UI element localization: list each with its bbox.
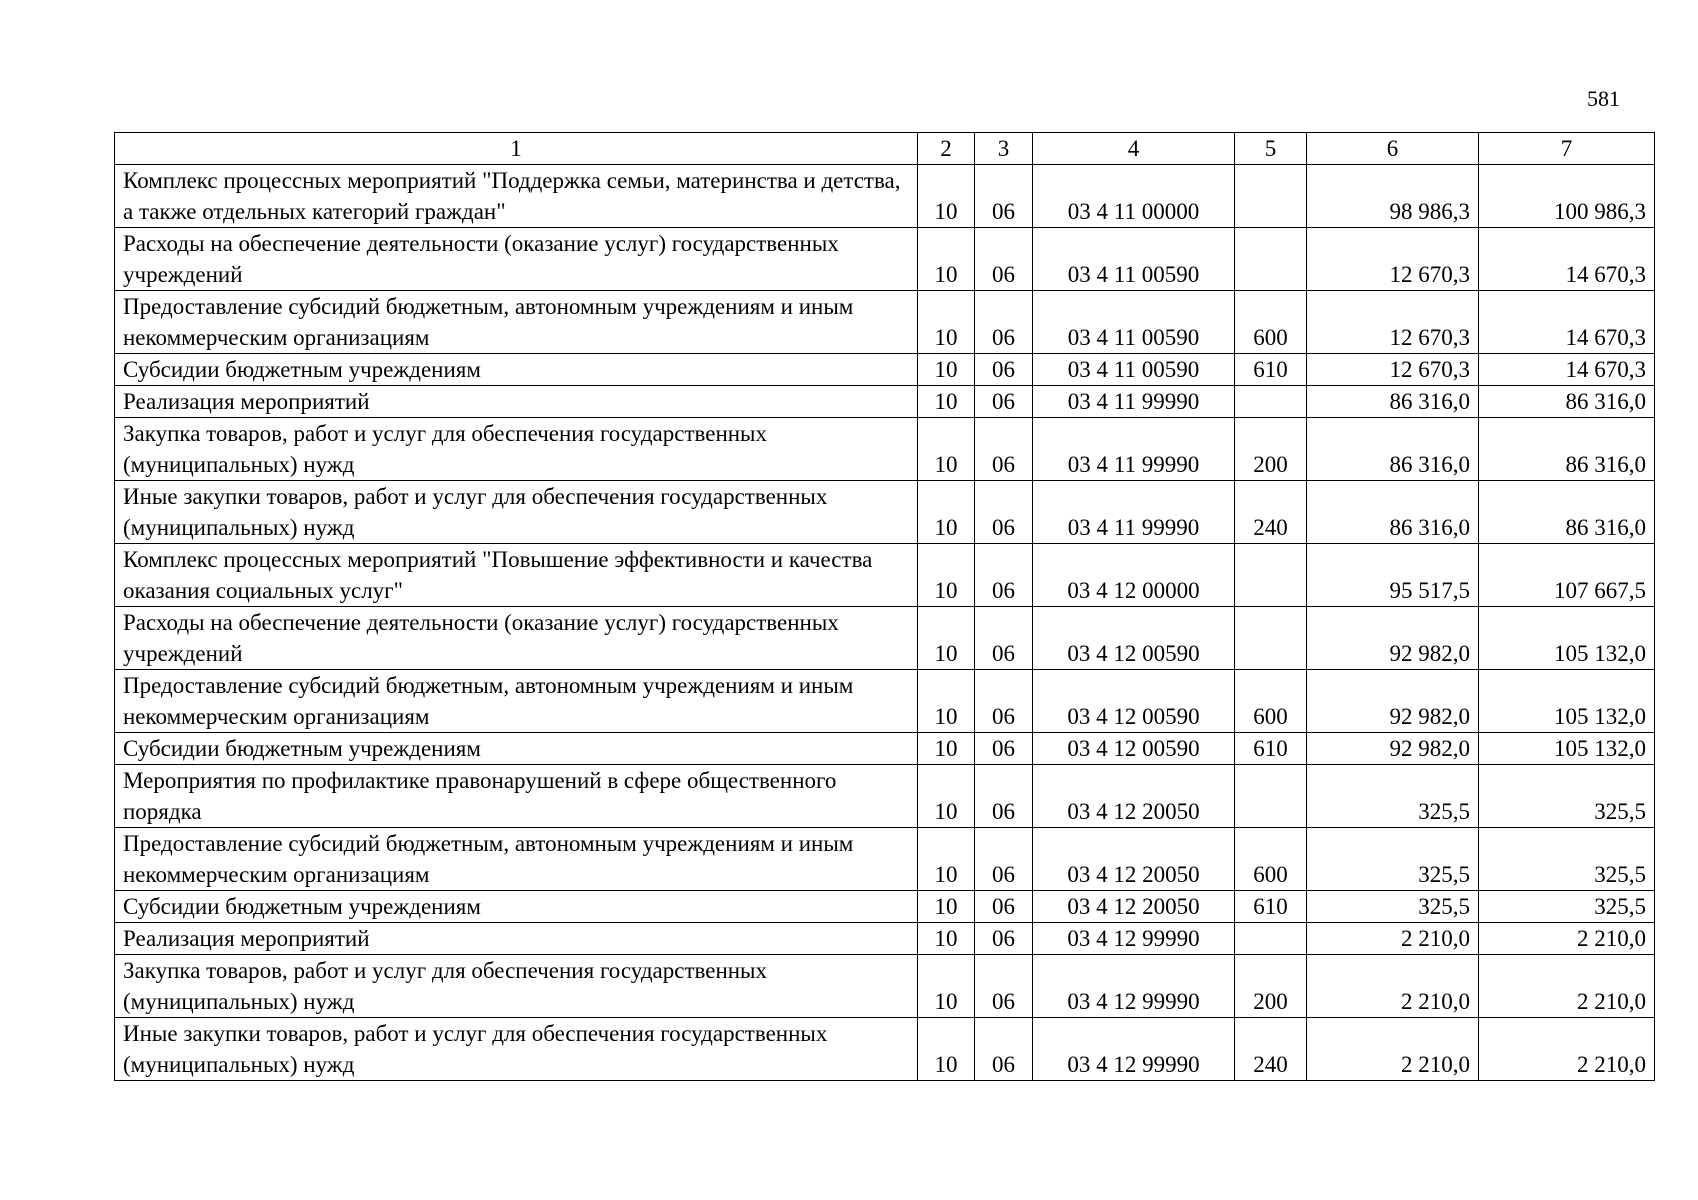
row-name-cell: Комплекс процессных мероприятий "Повышение эффективности и качества оказания социальных услуг"	[115, 544, 918, 607]
row-name-cell: Реализация мероприятий	[115, 386, 918, 418]
table-row	[115, 418, 1655, 481]
row-name-cell: Закупка товаров, работ и услуг для обеспечения государственных (муниципальных) нужд	[115, 418, 918, 481]
row-target-cell: 03 4 12 20050	[1033, 828, 1235, 891]
row-name-cell: Предоставление субсидий бюджетным, автономным учреждениям и иным некоммерческим организациям	[115, 670, 918, 733]
row-type-cell: 240	[1235, 481, 1307, 544]
row-subsection-cell: 06	[975, 1018, 1033, 1081]
row-type-cell: 200	[1235, 418, 1307, 481]
row-name-cell: Расходы на обеспечение деятельности (оказание услуг) государственных учреждений	[115, 607, 918, 670]
row-section-cell: 10	[918, 670, 975, 733]
row-name-cell: Мероприятия по профилактике правонарушений в сфере общественного порядка	[115, 765, 918, 828]
row-section-cell: 10	[918, 828, 975, 891]
header-col-5: 5	[1235, 133, 1307, 165]
table-row	[115, 291, 1655, 354]
row-amount-2-cell: 86 316,0	[1479, 481, 1655, 544]
row-amount-2-cell: 325,5	[1479, 765, 1655, 828]
row-section-cell: 10	[918, 386, 975, 418]
row-amount-1-cell: 86 316,0	[1307, 386, 1479, 418]
budget-table	[114, 132, 1655, 1081]
row-subsection-cell: 06	[975, 386, 1033, 418]
table-row	[115, 828, 1655, 891]
row-amount-2-cell: 107 667,5	[1479, 544, 1655, 607]
row-section-cell: 10	[918, 733, 975, 765]
row-section-cell: 10	[918, 955, 975, 1018]
row-target-cell: 03 4 12 99990	[1033, 1018, 1235, 1081]
row-amount-1-cell: 12 670,3	[1307, 228, 1479, 291]
row-type-cell: 600	[1235, 828, 1307, 891]
row-amount-1-cell: 2 210,0	[1307, 1018, 1479, 1081]
table-row	[115, 386, 1655, 418]
table-row	[115, 607, 1655, 670]
row-subsection-cell: 06	[975, 418, 1033, 481]
row-amount-2-cell: 105 132,0	[1479, 670, 1655, 733]
row-target-cell: 03 4 12 00590	[1033, 670, 1235, 733]
row-amount-2-cell: 2 210,0	[1479, 1018, 1655, 1081]
row-amount-2-cell: 86 316,0	[1479, 386, 1655, 418]
row-name-cell: Реализация мероприятий	[115, 923, 918, 955]
table-row	[115, 354, 1655, 386]
row-subsection-cell: 06	[975, 765, 1033, 828]
row-type-cell: 240	[1235, 1018, 1307, 1081]
row-subsection-cell: 06	[975, 354, 1033, 386]
row-section-cell: 10	[918, 291, 975, 354]
table-body	[115, 165, 1655, 1081]
row-amount-2-cell: 2 210,0	[1479, 955, 1655, 1018]
row-name-cell: Предоставление субсидий бюджетным, автономным учреждениям и иным некоммерческим организациям	[115, 828, 918, 891]
row-subsection-cell: 06	[975, 291, 1033, 354]
row-name-cell: Субсидии бюджетным учреждениям	[115, 891, 918, 923]
row-section-cell: 10	[918, 607, 975, 670]
row-name-cell: Субсидии бюджетным учреждениям	[115, 354, 918, 386]
row-target-cell: 03 4 11 00590	[1033, 291, 1235, 354]
row-target-cell: 03 4 11 99990	[1033, 481, 1235, 544]
row-target-cell: 03 4 11 99990	[1033, 418, 1235, 481]
row-type-cell: 610	[1235, 891, 1307, 923]
row-section-cell: 10	[918, 891, 975, 923]
row-name-cell: Субсидии бюджетным учреждениям	[115, 733, 918, 765]
row-type-cell	[1235, 923, 1307, 955]
table-row	[115, 1018, 1655, 1081]
row-amount-1-cell: 92 982,0	[1307, 607, 1479, 670]
row-subsection-cell: 06	[975, 228, 1033, 291]
row-section-cell: 10	[918, 765, 975, 828]
row-amount-1-cell: 12 670,3	[1307, 291, 1479, 354]
row-type-cell	[1235, 228, 1307, 291]
row-amount-2-cell: 100 986,3	[1479, 165, 1655, 228]
row-type-cell: 200	[1235, 955, 1307, 1018]
row-target-cell: 03 4 12 99990	[1033, 955, 1235, 1018]
row-amount-1-cell: 325,5	[1307, 765, 1479, 828]
row-section-cell: 10	[918, 1018, 975, 1081]
row-amount-1-cell: 86 316,0	[1307, 418, 1479, 481]
row-amount-1-cell: 95 517,5	[1307, 544, 1479, 607]
row-type-cell	[1235, 544, 1307, 607]
row-subsection-cell: 06	[975, 733, 1033, 765]
header-col-4: 4	[1033, 133, 1235, 165]
row-target-cell: 03 4 12 20050	[1033, 891, 1235, 923]
row-name-cell: Комплекс процессных мероприятий "Поддержка семьи, материнства и детства, а также отдельных категорий граждан"	[115, 165, 918, 228]
table-row	[115, 165, 1655, 228]
table-row	[115, 228, 1655, 291]
header-col-2: 2	[918, 133, 975, 165]
row-amount-1-cell: 325,5	[1307, 891, 1479, 923]
row-name-cell: Иные закупки товаров, работ и услуг для обеспечения государственных (муниципальных) нужд	[115, 1018, 918, 1081]
row-section-cell: 10	[918, 165, 975, 228]
row-amount-1-cell: 2 210,0	[1307, 923, 1479, 955]
row-amount-2-cell: 14 670,3	[1479, 354, 1655, 386]
row-amount-2-cell: 14 670,3	[1479, 228, 1655, 291]
row-subsection-cell: 06	[975, 607, 1033, 670]
row-name-cell: Иные закупки товаров, работ и услуг для обеспечения государственных (муниципальных) нужд	[115, 481, 918, 544]
row-amount-2-cell: 325,5	[1479, 828, 1655, 891]
row-target-cell: 03 4 12 00590	[1033, 733, 1235, 765]
row-subsection-cell: 06	[975, 544, 1033, 607]
table-row	[115, 891, 1655, 923]
row-section-cell: 10	[918, 481, 975, 544]
row-target-cell: 03 4 11 00000	[1033, 165, 1235, 228]
row-section-cell: 10	[918, 228, 975, 291]
header-col-1: 1	[115, 133, 918, 165]
page-number: 581	[1587, 86, 1620, 111]
row-target-cell: 03 4 12 99990	[1033, 923, 1235, 955]
row-target-cell: 03 4 11 00590	[1033, 354, 1235, 386]
row-amount-1-cell: 92 982,0	[1307, 733, 1479, 765]
row-section-cell: 10	[918, 544, 975, 607]
row-target-cell: 03 4 11 00590	[1033, 228, 1235, 291]
row-subsection-cell: 06	[975, 828, 1033, 891]
row-amount-1-cell: 325,5	[1307, 828, 1479, 891]
row-amount-2-cell: 2 210,0	[1479, 923, 1655, 955]
header-col-7: 7	[1479, 133, 1655, 165]
row-name-cell: Предоставление субсидий бюджетным, автономным учреждениям и иным некоммерческим организациям	[115, 291, 918, 354]
header-row	[115, 133, 1655, 165]
row-type-cell: 610	[1235, 354, 1307, 386]
row-type-cell	[1235, 386, 1307, 418]
row-subsection-cell: 06	[975, 481, 1033, 544]
row-amount-1-cell: 98 986,3	[1307, 165, 1479, 228]
table-row	[115, 481, 1655, 544]
row-target-cell: 03 4 12 20050	[1033, 765, 1235, 828]
row-amount-1-cell: 86 316,0	[1307, 481, 1479, 544]
row-name-cell: Расходы на обеспечение деятельности (оказание услуг) государственных учреждений	[115, 228, 918, 291]
row-type-cell	[1235, 165, 1307, 228]
row-amount-2-cell: 14 670,3	[1479, 291, 1655, 354]
row-subsection-cell: 06	[975, 923, 1033, 955]
table-header	[115, 133, 1655, 165]
row-subsection-cell: 06	[975, 670, 1033, 733]
row-section-cell: 10	[918, 418, 975, 481]
table-row	[115, 955, 1655, 1018]
row-type-cell	[1235, 607, 1307, 670]
table-row	[115, 923, 1655, 955]
row-type-cell: 610	[1235, 733, 1307, 765]
table-row	[115, 765, 1655, 828]
header-col-3: 3	[975, 133, 1033, 165]
row-amount-1-cell: 2 210,0	[1307, 955, 1479, 1018]
row-type-cell	[1235, 765, 1307, 828]
row-target-cell: 03 4 12 00000	[1033, 544, 1235, 607]
row-amount-2-cell: 105 132,0	[1479, 607, 1655, 670]
table-row	[115, 670, 1655, 733]
table-row	[115, 733, 1655, 765]
row-name-cell: Закупка товаров, работ и услуг для обеспечения государственных (муниципальных) нужд	[115, 955, 918, 1018]
row-amount-1-cell: 12 670,3	[1307, 354, 1479, 386]
row-section-cell: 10	[918, 923, 975, 955]
row-amount-2-cell: 325,5	[1479, 891, 1655, 923]
row-subsection-cell: 06	[975, 955, 1033, 1018]
row-target-cell: 03 4 11 99990	[1033, 386, 1235, 418]
row-amount-2-cell: 86 316,0	[1479, 418, 1655, 481]
header-col-6: 6	[1307, 133, 1479, 165]
row-type-cell: 600	[1235, 670, 1307, 733]
row-type-cell: 600	[1235, 291, 1307, 354]
row-amount-2-cell: 105 132,0	[1479, 733, 1655, 765]
row-subsection-cell: 06	[975, 891, 1033, 923]
table-row	[115, 544, 1655, 607]
row-section-cell: 10	[918, 354, 975, 386]
row-target-cell: 03 4 12 00590	[1033, 607, 1235, 670]
row-subsection-cell: 06	[975, 165, 1033, 228]
row-amount-1-cell: 92 982,0	[1307, 670, 1479, 733]
